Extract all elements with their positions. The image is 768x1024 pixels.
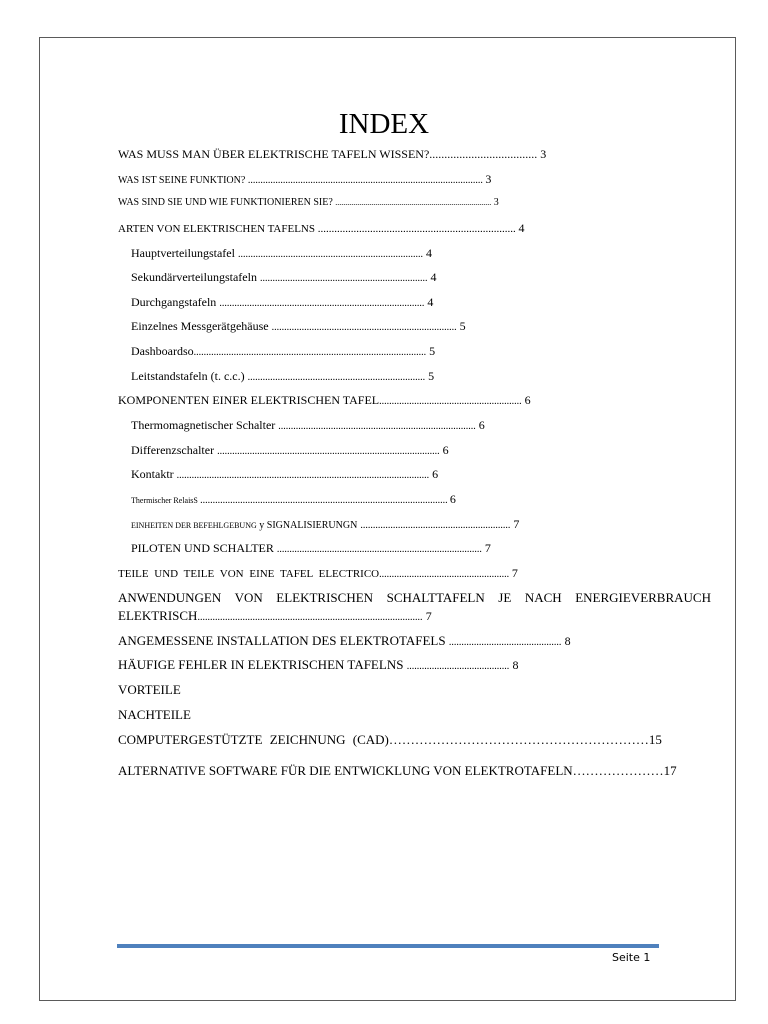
toc-entry-page: 4 — [425, 246, 432, 260]
toc-entry-page: 5 — [459, 319, 466, 333]
page-title: INDEX — [338, 108, 430, 140]
toc-entry-dots: …………………………………………………… — [388, 732, 649, 747]
toc-entry-text: ALTERNATIVE SOFTWARE FÜR DIE ENTWICKLUNG VON ELEKTROTAFELN — [118, 763, 573, 778]
toc-entry-page: 4 — [518, 221, 525, 235]
toc-entry[interactable] — [131, 368, 434, 386]
toc-entry-page: 4 — [427, 295, 434, 309]
toc-entry[interactable] — [131, 491, 456, 509]
toc-entry-dots: ................................................................................................... — [200, 495, 448, 506]
toc-entry-dots: .......................................................................... — [271, 322, 457, 333]
toc-entry[interactable] — [118, 220, 524, 237]
toc-entry[interactable] — [131, 417, 485, 435]
toc-entry-dots: ......................................... — [406, 661, 510, 672]
toc-entry-text: Hauptverteilungstafel — [131, 246, 235, 260]
toc-entry-dots: .................................................................................. — [276, 544, 482, 555]
toc-entry-text: Leitstandstafeln (t. c.c.) — [131, 369, 245, 383]
toc-entry-text: Einzelnes Messgerätgehäuse — [131, 319, 269, 333]
toc-entry-dots: ............................................................................... — [278, 421, 476, 432]
toc-entry-page: 8 — [512, 658, 519, 672]
toc-entry[interactable] — [131, 245, 432, 263]
toc-entry-text-mid: y — [256, 520, 267, 531]
toc-entry[interactable] — [131, 294, 433, 312]
toc-entry-text: PILOTEN UND SCHALTER — [131, 541, 274, 555]
toc-entry[interactable] — [118, 763, 677, 779]
toc-entry-dots: ........................................................................ — [317, 223, 516, 235]
toc-entry-dots: .............................................................................................. — [247, 175, 483, 186]
toc-entry-text: ELEKTRISCH — [118, 608, 198, 623]
toc-entry-text: Sekundärverteilungstafeln — [131, 270, 257, 284]
toc-entry[interactable] — [118, 732, 662, 748]
toc-entry[interactable] — [118, 633, 571, 651]
page-number: Seite 1 — [612, 951, 651, 964]
toc-entry-text: WAS SIND SIE UND WIE FUNKTIONIEREN SIE? — [118, 197, 333, 208]
toc-entry-page: 6 — [432, 467, 439, 481]
toc-entry-page: 7 — [425, 609, 432, 623]
toc-entry-dots: .............................................................................. — [335, 198, 492, 207]
toc-entry-dots: .................................................................................. — [219, 298, 425, 309]
toc-entry-dots: ....................................................................... — [247, 372, 426, 383]
toc-entry-dots: .................................................... — [379, 569, 510, 580]
toc-entry-text: KOMPONENTEN EINER ELEKTRISCHEN TAFEL — [118, 393, 380, 407]
toc-entry[interactable] — [131, 318, 466, 336]
toc-entry[interactable] — [118, 195, 499, 211]
toc-entry-text: Differenzschalter — [131, 443, 215, 457]
toc-entry-page: 6 — [442, 443, 449, 457]
toc-entry-dots: ................................................................... — [259, 273, 428, 284]
toc-entry-text: WAS IST SEINE FUNKTION? — [118, 175, 246, 186]
toc-entry-line1[interactable]: ANWENDUNGEN VON ELEKTRISCHEN SCHALTTAFELN JE NACH ENERGIEVERBRAUCH — [118, 590, 711, 605]
toc-entry[interactable] — [131, 466, 438, 484]
toc-entry-dots: ............................................. — [448, 637, 562, 648]
toc-entry[interactable] — [131, 343, 435, 361]
toc-entry-page: 7 — [513, 517, 520, 531]
toc-entry-dots: .................................... — [429, 147, 538, 161]
toc-entry-dots: ..................................................................................................... — [176, 470, 430, 481]
toc-entry-page: 7 — [511, 566, 518, 580]
toc-entry-page: 8 — [564, 634, 571, 648]
toc-entry[interactable] — [118, 565, 518, 583]
toc-entry-page: 3 — [493, 197, 499, 208]
toc-entry[interactable] — [131, 540, 491, 558]
toc-entry-text: WAS MUSS MAN ÜBER ELEKTRISCHE TAFELN WISSEN? — [118, 147, 430, 161]
toc-entry-dots: ......................................................... — [379, 396, 522, 407]
toc-entry[interactable] — [118, 146, 546, 162]
toc-entry[interactable] — [131, 269, 436, 287]
toc-entry[interactable] — [118, 171, 491, 189]
toc-entry-page: 15 — [648, 732, 662, 747]
toc-entry-dots: .......................................................................................... — [197, 612, 423, 623]
toc-entry-text: Kontaktr — [131, 467, 174, 481]
toc-entry[interactable] — [118, 657, 518, 675]
toc-entry-text: Thermischer RelaisS — [131, 496, 198, 505]
toc-entry-dots: .......................................................................... — [237, 249, 423, 260]
toc-entry-page: 3 — [485, 172, 492, 186]
toc-entry-text: ARTEN VON ELEKTRISCHEN TAFELNS — [118, 223, 315, 235]
toc-entry-text: VORTEILE — [118, 682, 181, 697]
toc-entry-page: 17 — [663, 763, 677, 778]
toc-entry[interactable] — [118, 707, 191, 723]
toc-entry-text: Durchgangstafeln — [131, 295, 217, 309]
toc-entry-dots: ............................................................................................. — [193, 347, 427, 358]
toc-entry-page: 6 — [524, 393, 531, 407]
footer-rule — [117, 944, 659, 948]
toc-entry[interactable] — [118, 682, 181, 698]
toc-entry-text: ANGEMESSENE INSTALLATION DES ELEKTROTAFELS — [118, 633, 446, 648]
toc-entry-dots: ............................................................ — [360, 520, 511, 531]
toc-entry-page: 4 — [430, 270, 437, 284]
toc-entry-text: Thermomagnetischer Schalter — [131, 418, 276, 432]
toc-entry-dots: ………………… — [572, 763, 664, 778]
toc-entry-text: COMPUTERGESTÜTZTE ZEICHNUNG (CAD) — [118, 732, 389, 747]
toc-entry-text: Dashboardso — [131, 344, 194, 358]
toc-entry-page: 5 — [428, 369, 435, 383]
toc-entry[interactable] — [131, 442, 449, 460]
toc-entry-text-caps: SIGNALISIERUNGN — [266, 520, 358, 531]
toc-entry-page: 6 — [449, 492, 456, 506]
toc-entry-text: HÄUFIGE FEHLER IN ELEKTRISCHEN TAFELNS — [118, 657, 404, 672]
toc-entry-page: 3 — [540, 147, 547, 161]
toc-entry-text: NACHTEILE — [118, 707, 191, 722]
toc-entry[interactable] — [131, 516, 519, 534]
toc-entry-page: 7 — [484, 541, 491, 555]
toc-entry-text: TEILE UND TEILE VON EINE TAFEL ELECTRICO — [118, 568, 380, 580]
toc-entry-dots: ......................................................................................... — [217, 446, 440, 457]
toc-entry-page: 5 — [429, 344, 436, 358]
toc-entry[interactable] — [118, 608, 432, 626]
toc-entry[interactable] — [118, 392, 531, 410]
toc-entry-text-small: EINHEITEN DER BEFEHLGEBUNG — [131, 521, 257, 530]
toc-entry-page: 6 — [478, 418, 485, 432]
